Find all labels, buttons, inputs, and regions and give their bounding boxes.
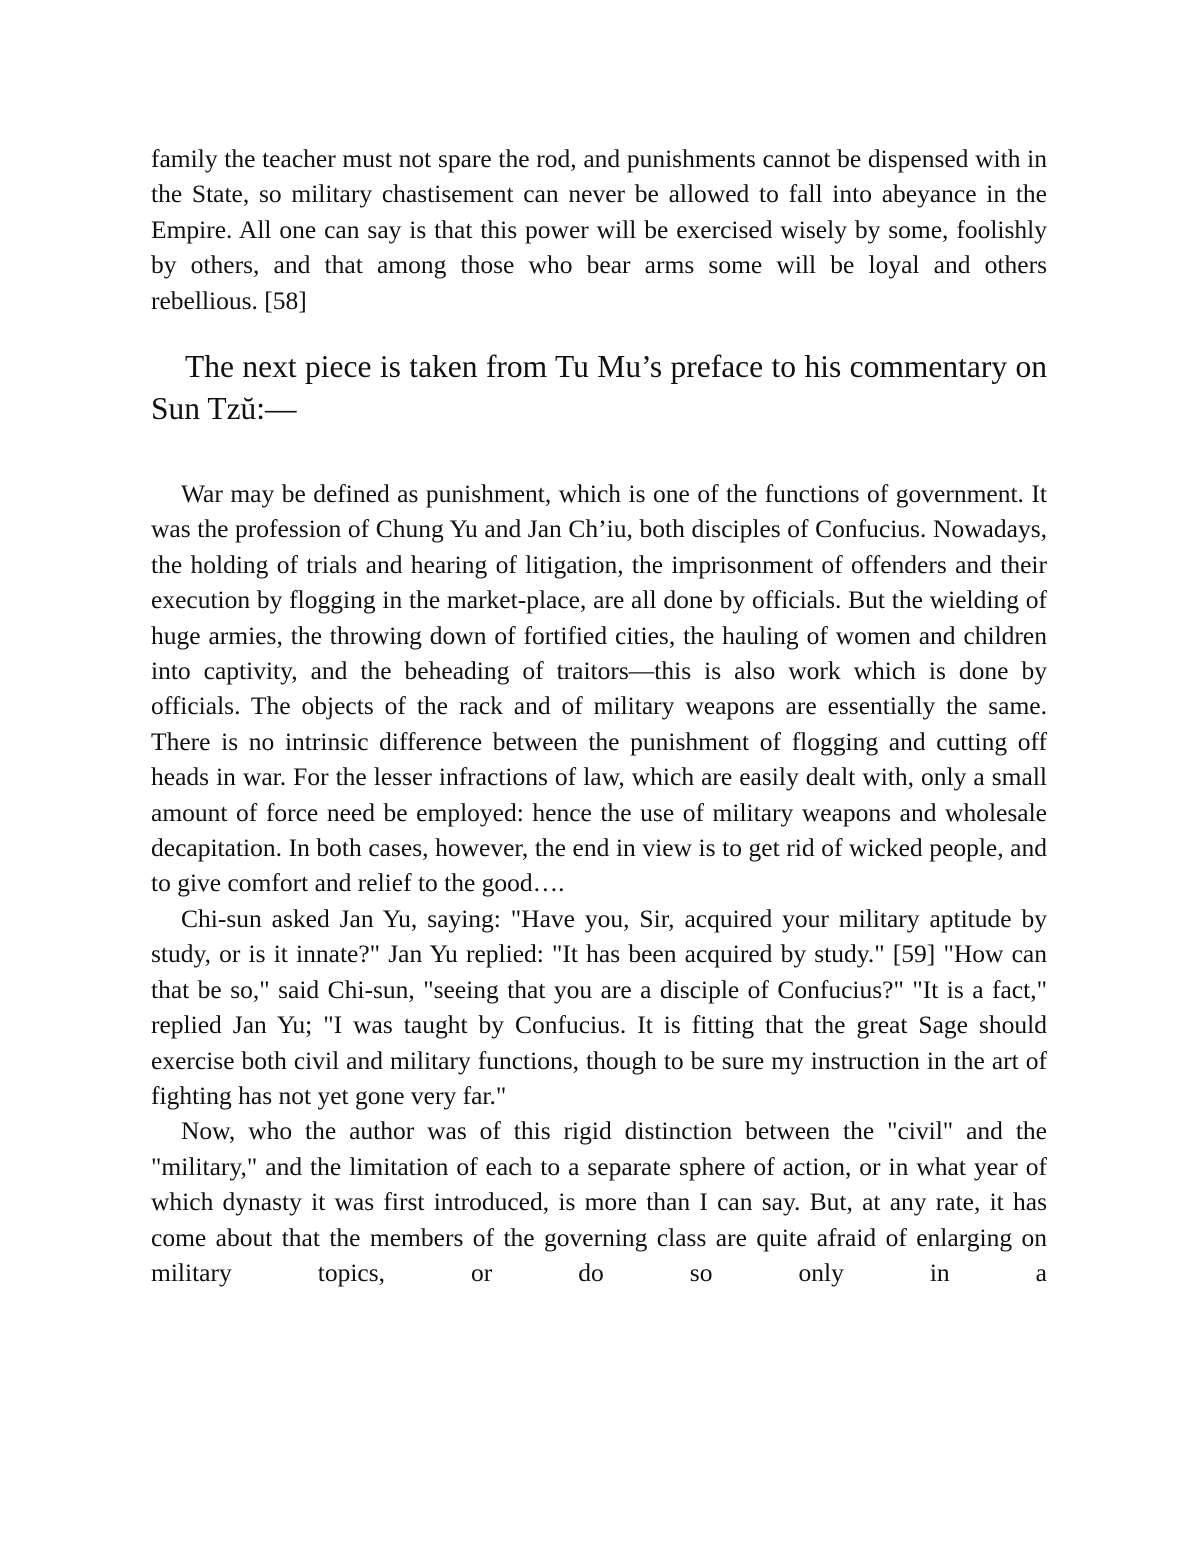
continuation-paragraph: family the teacher must not spare the rod, and punishments cannot be dispensed with in the State, so military chastisement can never be allowed to fall into abeyance in the Empire. All one can say is that this power will be exercised wisely by some, foolishly by others, and that among those who bear arms some will be loyal and others rebellious. [58]: [151, 144, 1047, 315]
intro-block: [151, 346, 1047, 430]
continued-quote-block: [151, 141, 1047, 318]
quote-paragraph-2: Chi-sun asked Jan Yu, saying: "Have you, Sir, acquired your military aptitude by study, or is it innate?" Jan Yu replied: "It has been acquired by study." [59] "How can that be so," said Chi-sun, "seeing that you are a disciple of Confucius?" "It is a fact," replied Jan Yu; "I was taught by Confucius. It is fitting that the great Sage should exercise both civil and military functions, though to be sure my instruction in the art of fighting has not yet gone very far.": [151, 903, 1047, 1110]
intro-paragraph: The next piece is taken from Tu Mu’s preface to his commentary on Sun Tzŭ:—: [151, 349, 1047, 426]
tu-mu-quote-block: [151, 476, 1047, 1290]
quote-paragraph-1: War may be defined as punishment, which is one of the functions of government. It was the profession of Chung Yu and Jan Ch’iu, both disciples of Confucius. Nowadays, the holding of trials and hearing of litigation, the imprisonment of offenders and their execution by flogging in the market-place, are all done by officials. But the wielding of huge armies, the throwing down of fortified cities, the hauling of women and children into captivity, and the beheading of traitors—this is also work which is done by officials. The objects of the rack and of military weapons are essentially the same. There is no intrinsic difference between the punishment of flogging and cutting off heads in war. For the lesser infractions of law, which are easily dealt with, only a small amount of force need be employed: hence the use of military weapons and wholesale decapitation. In both cases, however, the end in view is to get rid of wicked people, and to give comfort and relief to the good….: [151, 479, 1047, 898]
quote-paragraph-3: Now, who the author was of this rigid distinction between the "civil" and the "military," and the limitation of each to a separate sphere of action, or in what year of which dynasty it was first introduced, is more than I can say. But, at any rate, it has come about that the members of the governing class are quite afraid of enlarging on military topics, or do so only in a: [151, 1116, 1047, 1287]
